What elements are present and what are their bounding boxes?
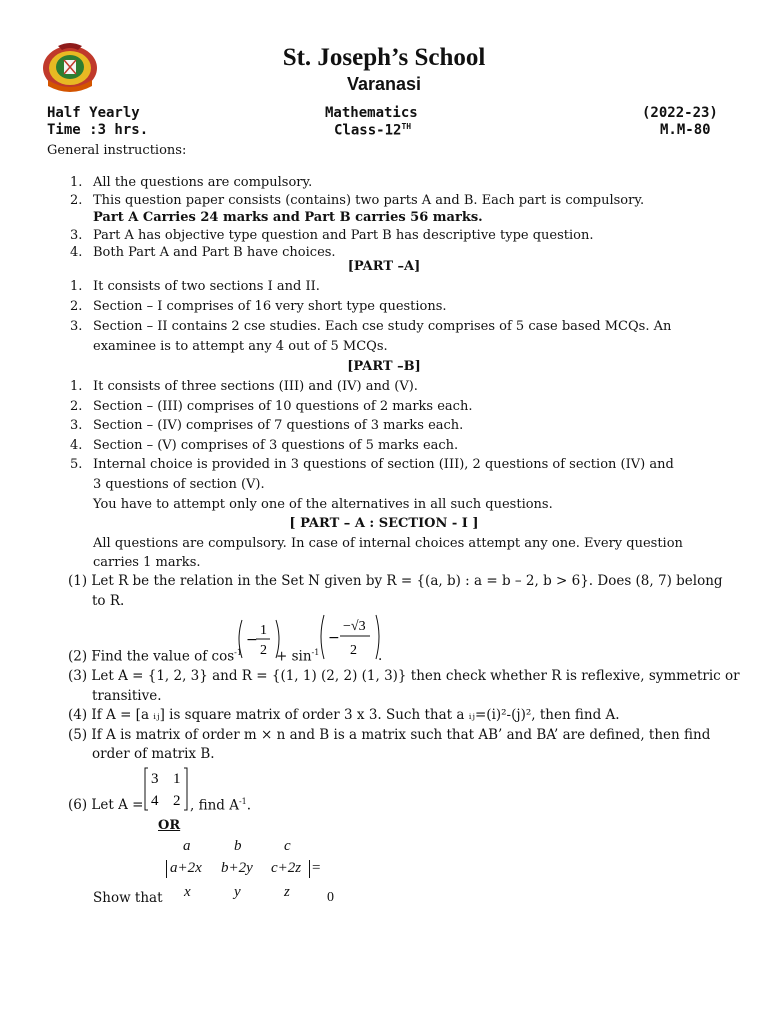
list-item-number: 3. [70,227,83,243]
det-cell: b+2y [221,860,253,876]
show-that-label: Show that [93,890,163,906]
matrix-cell: 4 [151,793,159,809]
list-item-number: 2. [70,192,83,208]
det-bar-right [309,860,310,878]
general-instructions-title: General instructions: [47,143,187,158]
question-5-line1: (5) If A is matrix of order m × n and B is a matrix such that AB’ and BA’ are defined, then find [68,727,711,743]
subject-name: Mathematics [325,105,418,121]
list-item-number: 3. [70,319,83,334]
list-item-number: 3. [70,418,83,434]
det-cell: b [234,838,242,854]
part-a-title: [PART –A] [347,259,421,274]
svg-text:−: − [328,630,340,646]
list-item-number: 2. [70,299,83,314]
det-cell: c+2z [271,860,302,876]
matrix-a [143,765,189,813]
question-1-line1: (1) Let R be the relation in the Set N given by R = {(a, b) : a = b – 2, b > 6}. Does (8, 7) belong [68,573,723,589]
max-marks: M.M-80 [660,122,711,138]
list-item-text: Section – II contains 2 cse studies. Each cse study comprises of 5 case based MCQs. An [93,319,672,334]
question-1-line2: to R. [92,593,125,609]
school-name: St. Joseph’s School [282,44,486,71]
list-item-text: It consists of three sections (III) and (IV) and (V). [93,379,418,394]
det-cell: x [184,884,191,900]
svg-text:−: − [246,632,258,648]
list-item-number: 2. [70,398,83,414]
list-item-text: Internal choice is provided in 3 questions of section (III), 2 questions of section (IV) and [93,457,674,473]
list-item-number: 5. [70,457,83,473]
list-item-text: Part A Carries 24 marks and Part B carries 56 marks. [93,210,483,225]
session: (2022-23) [642,105,718,121]
list-item-text: Section – (V) comprises of 3 questions of 5 marks each. [93,437,459,453]
matrix-cell: 3 [151,771,159,787]
list-item-text: Part A has objective type question and Part B has descriptive type question. [93,227,594,243]
fraction-2-numerator: −√3 [343,619,366,634]
part-b-title: [PART –B] [347,359,421,374]
det-cell: a+2x [170,860,202,876]
list-item-text: This question paper consists (contains) two parts A and B. Each part is compulsory. [93,192,645,208]
question-2-sin: + $\sin^{-1}$ [276,648,320,665]
list-item-text: Section – (IV) comprises of 7 questions of 3 marks each. [93,418,464,434]
or-label: OR [158,818,181,833]
question-6-label: (6) Let A = [68,797,144,813]
question-2: (2) Find the value of $\cos^{-1}$ [68,648,242,665]
question-6-find: , find $A^{-1}$. [190,797,252,814]
list-item-text: It consists of two sections I and II. [93,279,320,294]
matrix-cell: 1 [173,771,181,787]
list-item-text: examinee is to attempt any 4 out of 5 MCQs. [93,339,388,354]
list-item-number: 1. [70,379,83,394]
list-item-number: 1. [70,175,83,190]
question-5-line2: order of matrix B. [92,746,215,762]
list-item-text: Both Part A and Part B have choices. [93,245,336,260]
fraction-2-denominator: 2 [350,643,357,658]
det-cell: z [284,884,290,900]
question-3-line2: transitive. [92,688,162,704]
list-item-text: Section – I comprises of 16 very short type questions. [93,299,447,314]
list-item-text: 3 questions of section (V). [93,477,265,492]
section-1-intro-line1: All questions are compulsory. In case of internal choices attempt any one. Every question [93,536,683,551]
list-item-number: 1. [70,279,83,294]
list-item-text: Section – (III) comprises of 10 questions of 2 marks each. [93,398,473,414]
det-bar-left [166,860,167,878]
list-item-text: All the questions are compulsory. [93,175,313,190]
exam-time: Time :3 hrs. [47,122,149,138]
det-equals: = [312,860,321,876]
det-zero: 0 [327,890,334,905]
det-cell: c [284,838,291,854]
question-4: (4) If A = [a ᵢⱼ] is square matrix of order 3 x 3. Such that a ᵢⱼ=(i)²-(j)², then find A. [68,707,620,723]
fraction-1-denominator: 2 [260,643,267,658]
question-3-line1: (3) Let A = {1, 2, 3} and R = {(1, 1) (2, 2) (1, 3)} then check whether R is reflexive, symmetric or [68,668,740,684]
exam-name: Half Yearly [47,105,140,121]
list-item-text: You have to attempt only one of the alternatives in all such questions. [93,496,553,512]
list-item-number: 4. [70,245,83,260]
class-label: Class-12TH [334,122,412,139]
section-1-title: [ PART – A : SECTION - I ] [289,516,479,531]
school-city: Varanasi [346,74,422,94]
det-cell: y [234,884,241,900]
matrix-cell: 2 [173,793,181,809]
question-2-period: . [378,648,383,664]
section-1-intro-line2: carries 1 marks. [93,555,201,570]
det-cell: a [183,838,191,854]
list-item-number: 4. [70,437,83,453]
fraction-1-numerator: 1 [260,623,267,638]
